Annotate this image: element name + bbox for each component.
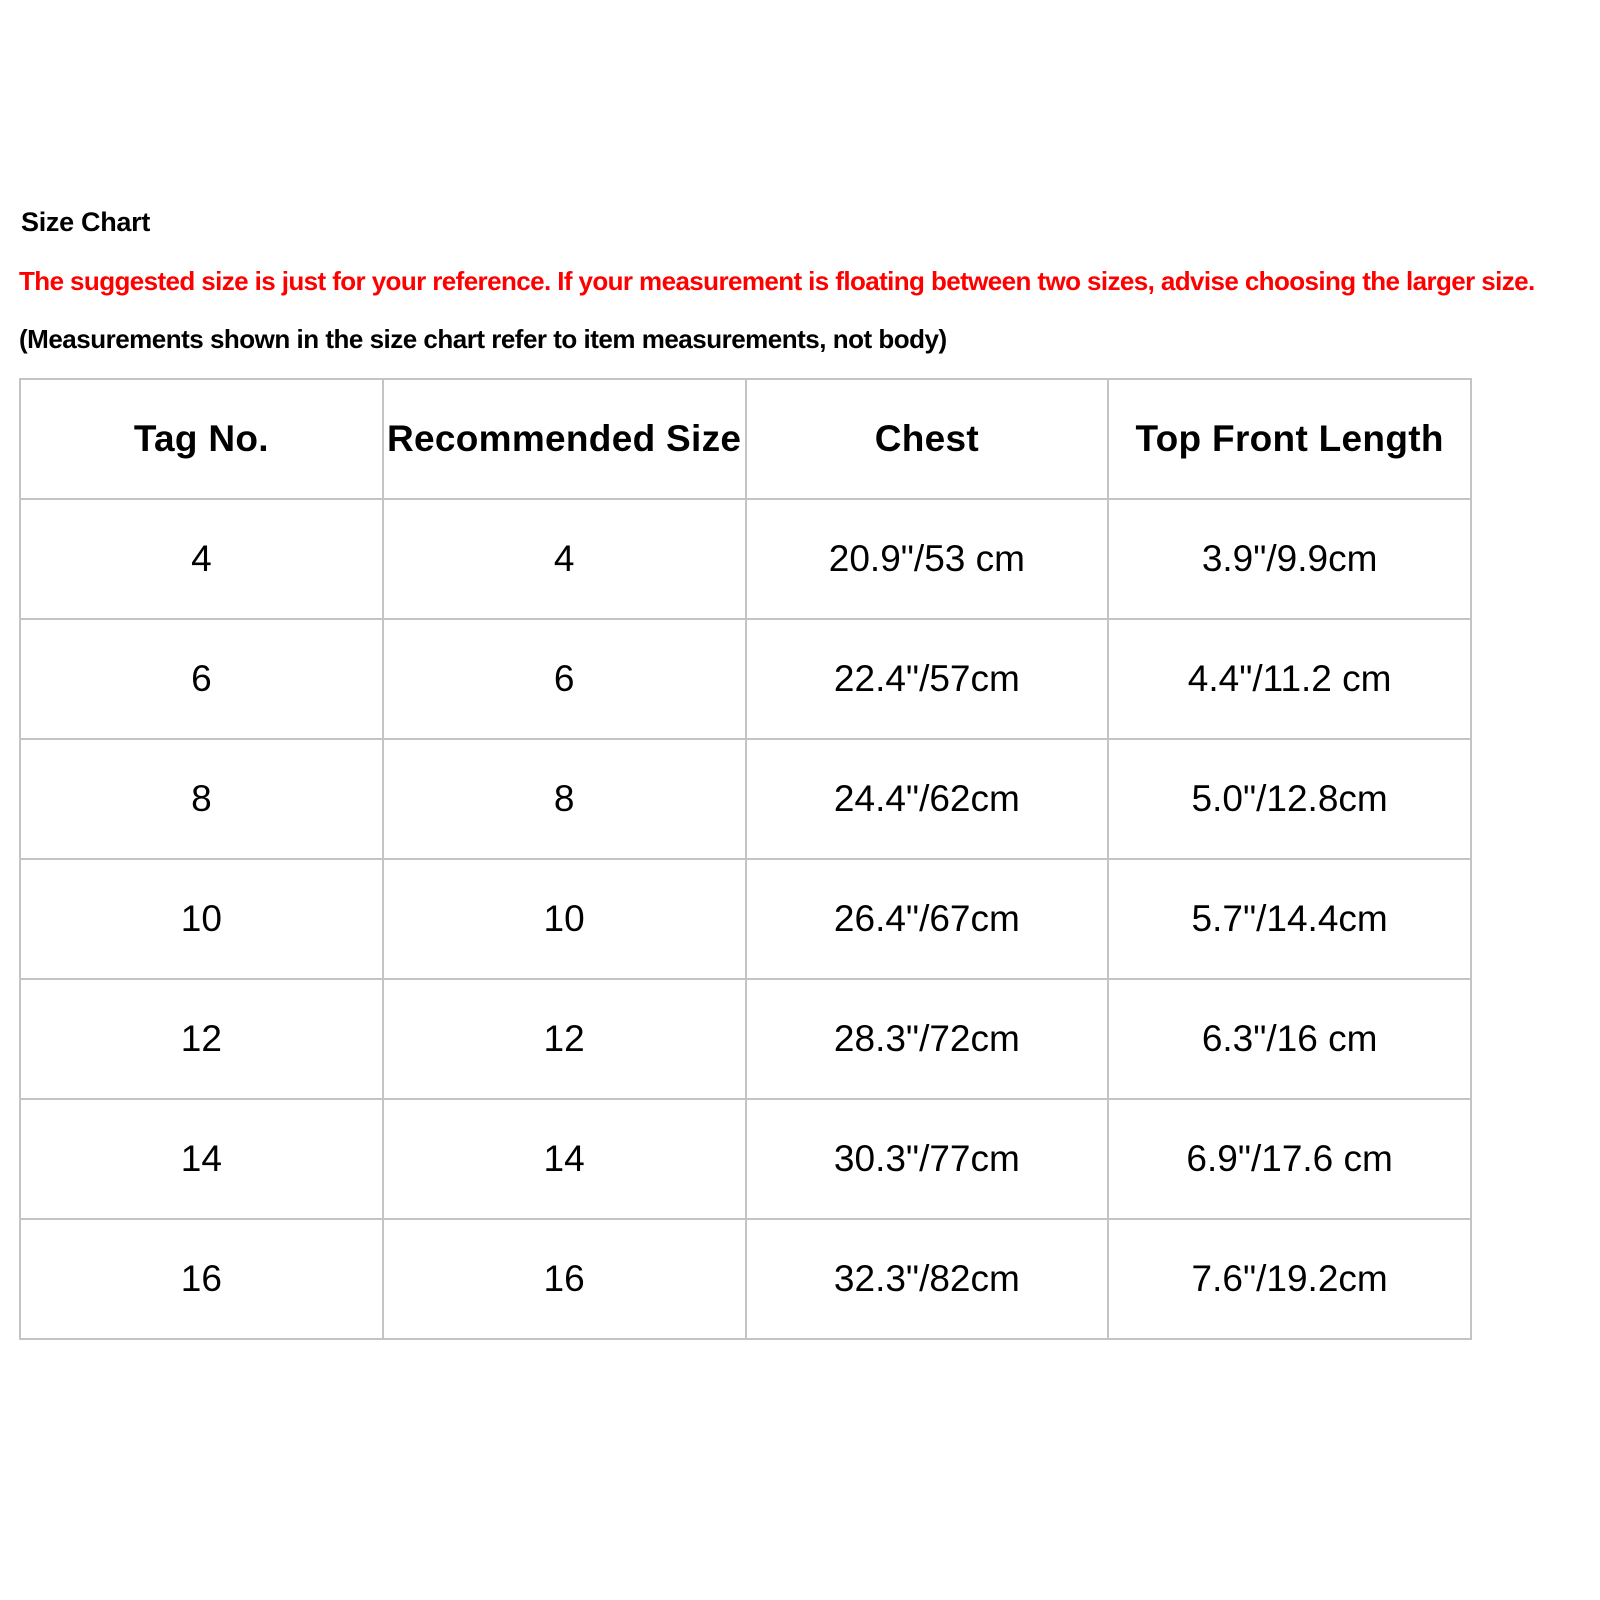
size-table: [19, 378, 1472, 1340]
cell-chest: 24.4"/62cm: [746, 739, 1109, 859]
size-advice-notice: The suggested size is just for your reference. If your measurement is floating between two sizes, advise choosing the larger size.: [19, 266, 1535, 296]
table-row: [20, 1219, 1471, 1339]
cell-chest: 20.9"/53 cm: [746, 499, 1109, 619]
cell-top-front-length: 5.7"/14.4cm: [1108, 859, 1471, 979]
cell-recommended-size: 10: [383, 859, 746, 979]
cell-chest: 26.4"/67cm: [746, 859, 1109, 979]
header-recommended-size: Recommended Size: [383, 379, 746, 499]
cell-recommended-size: 6: [383, 619, 746, 739]
measurement-note: (Measurements shown in the size chart refer to item measurements, not body): [19, 324, 947, 354]
header-chest: Chest: [746, 379, 1109, 499]
cell-recommended-size: 8: [383, 739, 746, 859]
cell-recommended-size: 16: [383, 1219, 746, 1339]
cell-tag-no: 14: [20, 1099, 383, 1219]
header-top-front-length: Top Front Length: [1108, 379, 1471, 499]
table-header-row: [20, 379, 1471, 499]
cell-top-front-length: 6.9"/17.6 cm: [1108, 1099, 1471, 1219]
table-row: [20, 739, 1471, 859]
cell-tag-no: 8: [20, 739, 383, 859]
table-row: [20, 619, 1471, 739]
cell-top-front-length: 4.4"/11.2 cm: [1108, 619, 1471, 739]
cell-tag-no: 6: [20, 619, 383, 739]
cell-recommended-size: 12: [383, 979, 746, 1099]
cell-top-front-length: 3.9"/9.9cm: [1108, 499, 1471, 619]
cell-tag-no: 16: [20, 1219, 383, 1339]
cell-recommended-size: 4: [383, 499, 746, 619]
cell-chest: 30.3"/77cm: [746, 1099, 1109, 1219]
header-tag-no: Tag No.: [20, 379, 383, 499]
cell-tag-no: 10: [20, 859, 383, 979]
cell-tag-no: 12: [20, 979, 383, 1099]
cell-recommended-size: 14: [383, 1099, 746, 1219]
cell-top-front-length: 5.0"/12.8cm: [1108, 739, 1471, 859]
cell-top-front-length: 7.6"/19.2cm: [1108, 1219, 1471, 1339]
table-row: [20, 499, 1471, 619]
cell-top-front-length: 6.3"/16 cm: [1108, 979, 1471, 1099]
cell-tag-no: 4: [20, 499, 383, 619]
table-row: [20, 979, 1471, 1099]
table-row: [20, 859, 1471, 979]
cell-chest: 28.3"/72cm: [746, 979, 1109, 1099]
page-title: Size Chart: [21, 207, 151, 237]
cell-chest: 22.4"/57cm: [746, 619, 1109, 739]
cell-chest: 32.3"/82cm: [746, 1219, 1109, 1339]
table-row: [20, 1099, 1471, 1219]
